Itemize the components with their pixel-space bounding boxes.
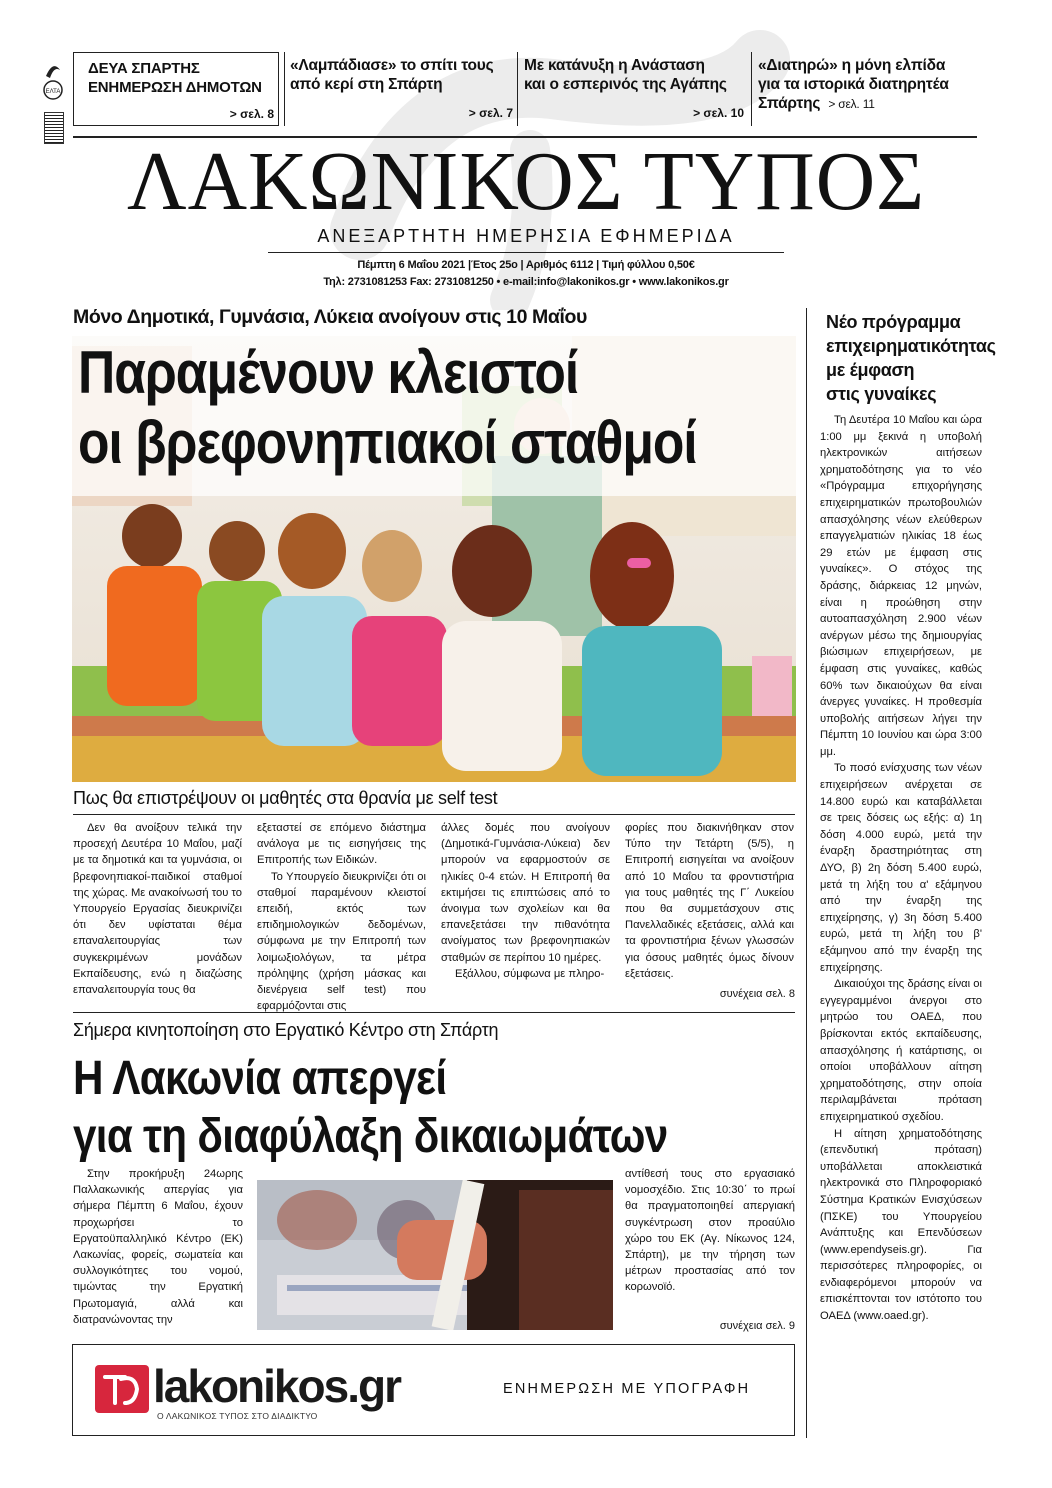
lead-col-4: φορίες που διακινήθηκαν στον Τύπο την Τετάρτη (5/5), η Επιτροπή εισηγείται να ανοίξουν από 10 Μαΐου τα φροντιστήρια για τους μαθητές της Γ΄ Λυκείου που θα συμμετάσχουν στις Πανελλαδικές εξετάσεις, αλλά και τα φροντιστήρια ξένων γλωσσών για όσους μαθητές όμως δίνουν εξετάσεις. xyxy=(625,822,794,980)
teaser-2-title: «Λαμπάδιασε» το σπίτι τους από κερί στη Σπάρτη xyxy=(290,57,494,93)
sidebar-body: Τη Δευτέρα 10 Μαΐου και ώρα 1:00 μμ ξεκινά η υποβολή ηλεκτρονικών αιτήσεων χρηματοδότησης για το νέο «Πρόγραμμα επιχορήγησης επιχειρηματικών πρωτοβουλιών απασχόλησης νέων ελεύθερων επαγγελματιών ηλικίας 18 έως 29 ετών με έμφαση στις γυναίκες». Ο στόχος της δράσης, διάρκειας 12 μηνών, είναι η προώθηση στην αυτοαπασχόληση 2.900 νέων ανέργων μέσω της δημιουργίας βιώσιμων επιχειρήσεων, με έμφαση στις γυναίκες, καθώς 60% των δικαιούχων θα είναι άνεργες γυναίκες. Η προθεσμία υποβολής αιτήσεων λήγει την Πέμπτη 10 Ιουνίου και ώρα 3:00 μμ. Το ποσό ενίσχυσης των νέων επιχειρήσεων ανέρχεται σε 14.800 ευρώ και καταβάλλεται σε τρεις δόσεις ως εξής: α) 1η δόση 4.000 ευρώ, μετά την έναρξη δραστηριότητας στη ΔΥΟ, β) 2η δόση 5.400 ευρώ, μετά τη λήξη του α' εξάμηνου από την έναρξη της επιχείρησης, γ) 3η δόση 5.400 ευρώ, μετά τη λήξη του β' εξάμηνου από την έναρξη της επιχείρησης. Δικαιούχοι της δράσης είναι οι εγγεγραμμένοι άνεργοι στο μητρώο του ΟΑΕΔ, που βρίσκονται εκτός εκπαίδευσης, απασχόλησης ή κατάρτισης, οι οποίοι υποβάλλουν αίτηση χρηματοδότησης, στην οποία περιλαμβάνεται πρόταση επιχειρηματικού σχεδίου. Η αίτηση χρηματοδότησης (επενδυτική πρόταση) υποβάλλεται αποκλειστικά ηλεκτρονικά στο Πληροφοριακό Σύστημα Κρατικών Ενισχύσεων (ΠΣΚΕ) του Υπουργείου Ανάπτυξης και Επενδύσεων (www.ependyseis.gr). Για περισσότερες πληροφορίες, οι ενδιαφερόμενοι μπορούν να επισκέπτονται τον ιστότοπο του ΟΑΕΔ (www.oaed.gr). xyxy=(820,414,982,1323)
lead-subhead: Πως θα επιστρέψουν οι μαθητές στα θρανία με self test xyxy=(73,788,498,808)
sidebar-headline: Νέο πρόγραμμα επιχειρηματικότητας με έμφαση στις γυναίκες xyxy=(826,312,996,404)
second-kicker: Σήμερα κινητοποίηση στο Εργατικό Κέντρο στη Σπάρτη xyxy=(73,1020,499,1040)
masthead-subtitle: ΑΝΕΞΑΡΤΗΤΗ ΗΜΕΡΗΣΙΑ ΕΦΗΜΕΡΙΔΑ xyxy=(317,226,735,246)
contact-line: Τηλ: 2731081253 Fax: 2731081250 • e-mail:info@lakonikos.gr • www.lakonikos.gr xyxy=(323,276,729,288)
lakonikos-logo-mark xyxy=(95,1365,149,1413)
second-headline: Η Λακωνία απεργεί για τη διαφύλαξη δικαιωμάτων xyxy=(73,1052,668,1163)
teaser-1-page: > σελ. 8 xyxy=(229,107,274,121)
lead-headline: Παραμένουν κλειστοί οι βρεφονηπιακοί σταθμοί xyxy=(78,339,697,476)
strike-protest-photo xyxy=(257,1180,613,1330)
lead-col-2: εξεταστεί σε επόμενο διάστημα ανάλογα με τις εισηγήσεις της Επιτροπής των Ειδικών. Το Υπουργείο διευκρινίζει ότι οι σταθμοί παραμένουν κλειστοί επειδή, εκτός των επιδημιολογικών δεδομένων, σύμφωνα με την Επιτροπή των λοιμωξιολόγων, τα μέτρα πρόληψης (χρήση μάσκας και διενέργεια self test) που εφαρμόζονται στις xyxy=(257,822,426,1013)
teaser-3[interactable] xyxy=(524,56,746,126)
teaser-1-title: ΔΕΥΑ ΣΠΑΡΤΗΣ ΕΝΗΜΕΡΩΣΗ ΔΗΜΟΤΩΝ xyxy=(88,60,262,96)
teaser-2-page: > σελ. 7 xyxy=(468,106,513,120)
teaser-2[interactable] xyxy=(290,56,515,126)
issue-line: Πέμπτη 6 Μαΐου 2021 |Έτος 25ο | Αριθμός 6112 | Τιμή φύλλου 0,50€ xyxy=(357,259,695,271)
lakonikos-logo-tagline: Ο ΛΑΚΩΝΙΚΟΣ ΤΥΠΟΣ ΣΤΟ ΔΙΑΔΙΚΤΥΟ xyxy=(157,1411,318,1421)
teaser-1[interactable] xyxy=(73,52,279,126)
second-col-1: Στην προκήρυξη 24ωρης Παλλακωνικής απεργίας για σήμερα Πέμπτη 6 Μαΐου, έχουν προχωρήσει το Εργατοϋπαλληλικό Κέντρο (ΕΚ) Λακωνίας, φορείς, σωματεία και συλλογικότητες του νομού, τιμώντας την Εργατική Πρωτομαγιά, αλλά και διατρανώνοντας την xyxy=(73,1168,243,1326)
lead-col-1: Δεν θα ανοίξουν τελικά την προσεχή Δευτέρα 10 Μαΐου, μαζί με τα δημοτικά και τα γυμνάσια, οι βρεφονηπιακοί-παιδικοί σταθμοί της χώρας. Με ανακοίνωσή του το Υπουργείο Εργασίας διευκρινίζει ότι δεν υφίσταται θέμα επαναλειτουργίας των συγκεκριμένων μονάδων Εκπαίδευσης, ενώ η διαζώσης επαναλειτουργία τους θα xyxy=(73,822,242,997)
masthead-title: ΛΑΚΩΝΙΚΟΣ ΤΥΠΟΣ xyxy=(126,135,926,228)
barcode-icon xyxy=(44,112,64,144)
lead-col-3: άλλες δομές που ανοίγουν (Δημοτικά-Γυμνάσια-Λύκεια) δεν μπορούν να εφαρμοστούν σε ηλικίες 0-4 ετών. Η Επιτροπή θα εκτιμήσει τις επιπτώσεις από το άνοιγμα των σχολείων και θα επανεξετάσει την πιθανότητα ανοίγματος των βρεφονηπιακών σταθμών σε περίπου 10 ημέρες. Εξάλλου, σύμφωνα με πληρο- xyxy=(441,822,610,980)
lakonikos-logo-text: lakonikos.gr xyxy=(153,1360,400,1412)
teaser-4-page: > σελ. 11 xyxy=(828,97,875,111)
lead-continued-link[interactable]: συνέχεια σελ. 8 xyxy=(719,988,795,1000)
second-continued-link[interactable]: συνέχεια σελ. 9 xyxy=(719,1320,795,1332)
elta-logo xyxy=(40,56,66,108)
lakonikos-ad-banner[interactable] xyxy=(72,1344,795,1436)
teaser-4[interactable] xyxy=(758,56,978,126)
lead-kicker: Μόνο Δημοτικά, Γυμνάσια, Λύκεια ανοίγουν στις 10 Μαΐου xyxy=(73,306,587,328)
svg-text:ΕΛΤΑ: ΕΛΤΑ xyxy=(45,89,61,95)
teaser-3-title: Με κατάνυξη η Ανάσταση και ο εσπερινός της Αγάπης xyxy=(524,57,727,93)
second-col-2: αντίθεσή τους στο εργασιακό νομοσχέδιο. Στις 10:30΄ το πρωί θα πραγματοποιηθεί απεργιακή συγκέντρωση στον προαύλιο χώρο του ΕΚ (Αγ. Νίκωνος 124, Σπάρτη), με την τήρηση των μέτρων προστασίας από τον κορωνοϊό. xyxy=(625,1168,795,1294)
teaser-4-title: «Διατηρώ» η μόνη ελπίδα για τα ιστορικά διατηρητέα Σπάρτης > σελ. 11 xyxy=(758,57,949,112)
subscription-cta[interactable]: ΕΝΗΜΕΡΩΣΗ ΜΕ ΥΠΟΓΡΑΦΗ xyxy=(503,1381,751,1397)
teaser-3-page: > σελ. 10 xyxy=(693,106,744,120)
